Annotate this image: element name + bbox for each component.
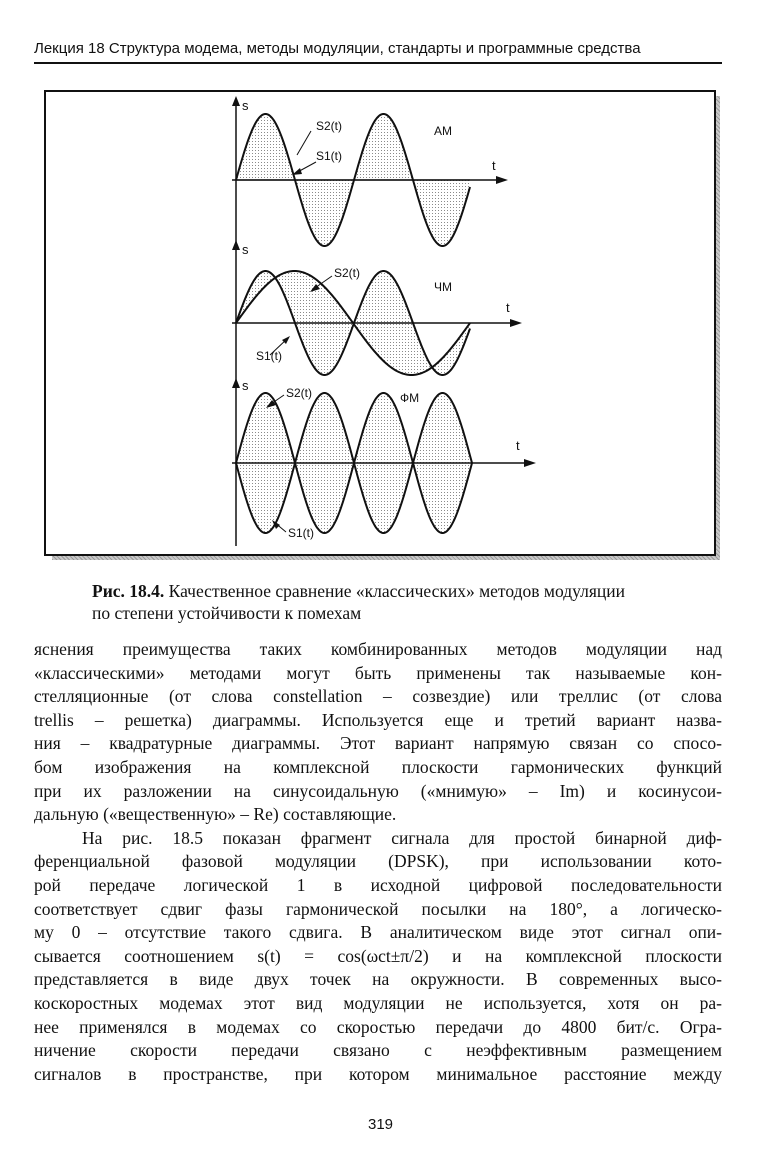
caption-text-line2: по степени устойчивости к помехам <box>92 603 362 623</box>
pm-panel <box>232 378 536 546</box>
am-panel <box>232 96 508 248</box>
fm-s2-label: S2(t) <box>334 266 361 280</box>
pm-s2-label: S2(t) <box>286 386 313 400</box>
pm-s1-label: S1(t) <box>288 526 315 540</box>
body-line: соответствует сдвиг фазы гармонической посылки на 180°, а логическо- <box>34 898 722 919</box>
body-line: яснения преимущества таких комбинированных методов модуляции над <box>34 639 722 659</box>
caption-text-line1: Качественное сравнение «классических» методов модуляции <box>164 581 625 601</box>
page-number: 319 <box>367 1116 394 1133</box>
fm-s1-label: S1(t) <box>256 349 283 363</box>
am-s1-label: S1(t) <box>316 149 343 163</box>
fm-panel <box>232 240 522 384</box>
body-line: дальную («вещественную» – Re) составляющие. <box>34 804 397 825</box>
pm-axis-y-label: s <box>242 378 249 393</box>
body-line: сывается соотношением s(t) = cos(ωct±π/2) и на комплексной плоскости <box>34 945 722 966</box>
body-line: ничение скорости передачи связано с неэффективным размещением <box>34 1040 722 1061</box>
body-line: «классическими» методами могут быть применены так называемые кон- <box>34 662 722 683</box>
figure-caption <box>92 580 722 624</box>
modulation-figure <box>0 0 761 570</box>
body-line: сигналов в пространстве, при котором минимальное расстояние между <box>34 1063 722 1084</box>
pm-axis-x-label: t <box>516 438 520 453</box>
body-line: trellis – решетка) диаграммы. Используется еще и третий вариант назва- <box>34 709 722 730</box>
fm-axis-x-label: t <box>506 300 510 315</box>
pm-mode-label: ФМ <box>400 391 420 405</box>
am-axis-x-label: t <box>492 158 496 173</box>
body-line: рой передаче логической 1 в исходной цифровой последовательности <box>34 874 722 895</box>
body-line: при их разложении на синусоидальную («мнимую» – Im) и косинусои- <box>34 780 722 801</box>
body-text <box>34 638 722 1086</box>
am-s2-pointer <box>297 131 311 155</box>
caption-number: Рис. 18.4. <box>92 581 165 601</box>
running-head: Лекция 18 Структура модема, методы модуляции, стандарты и программные средства <box>34 40 641 57</box>
fm-mode-label: ЧМ <box>434 280 452 294</box>
am-axis-y-label: s <box>242 98 249 113</box>
body-line: На рис. 18.5 показан фрагмент сигнала для простой бинарной диф- <box>82 827 722 848</box>
body-line: му 0 – отсутствие такого сдвига. В аналитическом виде этот сигнал опи- <box>34 922 722 943</box>
am-s2-label: S2(t) <box>316 119 343 133</box>
body-line: бом изображения на комплексной плоскости гармонических функций <box>34 756 722 777</box>
body-line: нее применялся в модемах со скоростью передачи до 4800 бит/с. Огра- <box>34 1016 722 1037</box>
body-line: стелляционные (от слова constellation – созвездие) или треллис (от слова <box>34 686 722 707</box>
body-line: ния – квадратурные диаграммы. Этот вариант напрямую связан со спосо- <box>34 733 722 754</box>
body-line: представляется в виде двух точек на окружности. В современных высо- <box>34 969 722 990</box>
body-line: коскоростных модемах этот вид модуляции не используется, хотя он ра- <box>34 992 722 1013</box>
fm-axis-y-label: s <box>242 242 249 257</box>
body-line: ференциальной фазовой модуляции (DPSK), при использовании кото- <box>34 851 722 872</box>
am-mode-label: АМ <box>434 124 452 138</box>
